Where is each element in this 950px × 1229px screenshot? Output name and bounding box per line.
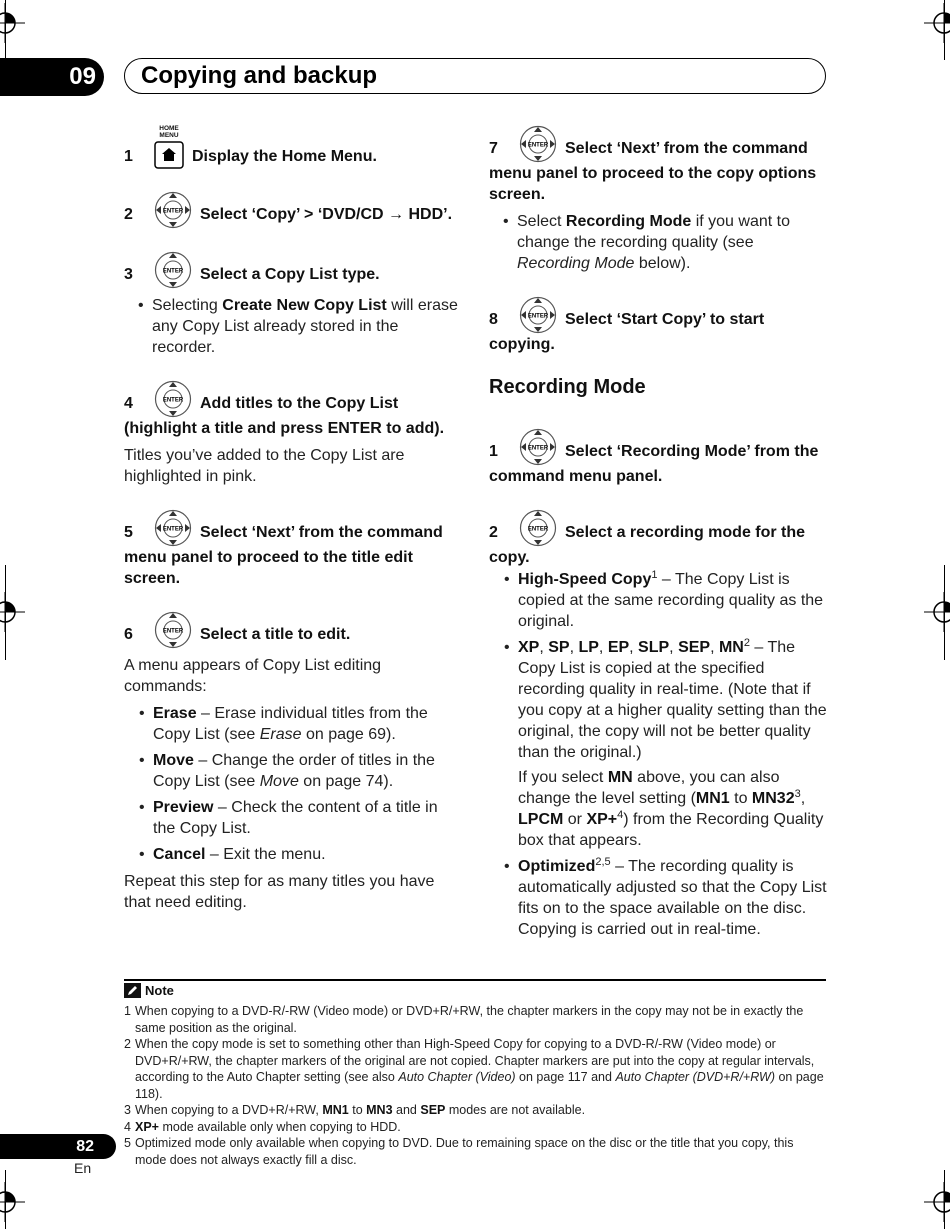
enter-dial-icon [154,509,192,547]
recording-step-1: 1 ENTER Select ‘Recording Mode’ from the command menu panel. [489,428,829,487]
mn-level-note: If you select MN above, you can also change the level setting (MN1 to $MN32^3$, LPCM or XP+$^4$) from the Recording Quality box that appears. [518,769,824,849]
list-item: • Select Recording Mode if you want to change the recording quality (see Recording Mode below). [489,211,829,274]
registration-mark-icon [0,1182,25,1222]
svg-text:ENTER: ENTER [162,526,184,533]
crop-line [944,565,945,660]
chapter-title: Copying and backup [124,58,826,94]
svg-text:ENTER: ENTER [527,445,549,452]
edit-commands-list [124,703,464,865]
repeat-note: Repeat this step for as many titles you have that need editing. [124,873,435,911]
svg-text:ENTER: ENTER [527,526,549,533]
step-1: 1 HOME MENU Display the Home Menu. [124,125,464,169]
list-item: • Selecting Create New Copy List will erase any Copy List already stored in the recorder. [124,295,464,358]
left-column [124,125,464,913]
enter-dial-icon [519,428,557,466]
list-item: • Move – Change the order of titles in the Copy List (see Move on page 74). [124,750,464,792]
crop-line [944,0,945,60]
list-item: • Erase – Erase individual titles from the Copy List (see Erase on page 69). [124,703,464,745]
step-4-description: Titles you’ve added to the Copy List are highlighted in pink. [124,447,405,485]
crop-line [5,565,6,660]
page-number: 82 [0,1134,116,1159]
recording-step-2: 2 ENTER Select a recording mode for the copy. [489,509,829,568]
page-language: En [74,1160,92,1176]
list-item: • High-Speed Copy$^1$ – The Copy List is copied at the same recording quality as the original. [489,569,829,632]
footnote: 2 When the copy mode is set to something other than High-Speed Copy for copying to a DVD-R/-RW (Video mode) or DVD+R/+RW, the chapter markers of the original are not copied. Chapter markers are put into the copy at regular intervals, according to the Auto Chapter setting (see also Auto Chapter (Video) on page 117 and Auto Chapter (DVD+R/+RW) on page 118). [124,1037,824,1101]
registration-mark-icon [924,1182,950,1222]
step-2: 2 ENTER Select ‘Copy’ > ‘DVD/CD → HDD’. [124,191,464,229]
enter-button-icon [519,509,557,547]
section-heading: Recording Mode [489,376,646,398]
svg-text:ENTER: ENTER [162,628,184,635]
step-6-description: A menu appears of Copy List editing commands: [124,657,382,695]
step-5: 5 ENTER Select ‘Next’ from the command menu panel to proceed to the title edit screen. [124,509,464,589]
crop-line [5,1170,6,1229]
registration-mark-icon [924,3,950,43]
footnotes [124,1003,826,1168]
enter-dial-icon [519,125,557,163]
recording-modes-list [489,569,829,940]
enter-button-icon [154,611,192,649]
list-item: • XP, SP, LP, EP, SLP, SEP, $MN^2$ – The Copy List is copied at the specified recording quality in real-time. (Note that if you copy at a higher quality setting than the original, the copy will not be better quality than the original.) If you select MN above, you can also change the level setting (MN1 to $MN32^3$, LPCM or XP+$^4$) from the Recording Quality box that appears. [489,637,829,851]
registration-mark-icon [924,592,950,632]
step-6: 6 ENTER Select a title to edit. [124,611,464,649]
chapter-number: 09 [0,58,104,96]
pencil-note-icon [124,983,141,998]
step-4: 4 ENTER Add titles to the Copy List (highlight a title and press ENTER to add). [124,380,464,439]
footnote: 1 When copying to a DVD-R/-RW (Video mode) or DVD+R/+RW, the chapter markers in the copy may not be in exactly the same position as the original. [124,1004,804,1035]
enter-dial-icon [519,296,557,334]
svg-text:ENTER: ENTER [527,142,549,149]
step-7-bullets [489,211,829,274]
registration-mark-icon [0,592,25,632]
list-item: • Cancel – Exit the menu. [124,844,464,865]
svg-text:ENTER: ENTER [162,208,184,215]
note-divider [124,979,826,981]
enter-dial-icon [154,191,192,229]
svg-text:ENTER: ENTER [162,268,184,275]
home-menu-icon: HOME MENU [154,125,184,169]
right-column [489,125,829,962]
step-8: 8 ENTER Select ‘Start Copy’ to start copying. [489,296,829,355]
note-heading: Note [124,983,174,998]
footnote: 5 Optimized mode only available when copying to DVD. Due to remaining space on the disc or the title that you copy, this mode does not always exactly fill a disc. [124,1136,794,1167]
svg-text:ENTER: ENTER [162,397,184,404]
step-7: 7 ENTER Select ‘Next’ from the command menu panel to proceed to the copy options screen. [489,125,829,205]
list-item: • Optimized$^{2,5}$ – The recording quality is automatically adjusted so that the Copy List fits on to the space available on the disc. Copying is carried out in real-time. [489,856,829,940]
svg-text:ENTER: ENTER [527,313,549,320]
crop-line [944,1170,945,1229]
registration-mark-icon [0,3,25,43]
enter-button-icon [154,251,192,289]
step-3: 3 ENTER Select a Copy List type. [124,251,464,289]
footnote: 4 XP+ mode available only when copying to HDD. [124,1119,401,1134]
footnote: 3 When copying to a DVD+R/+RW, MN1 to MN3 and SEP modes are not available. [124,1103,586,1117]
crop-line [5,0,6,60]
enter-button-icon [154,380,192,418]
step-3-bullets [124,295,464,358]
list-item: • Preview – Check the content of a title in the Copy List. [124,797,464,839]
